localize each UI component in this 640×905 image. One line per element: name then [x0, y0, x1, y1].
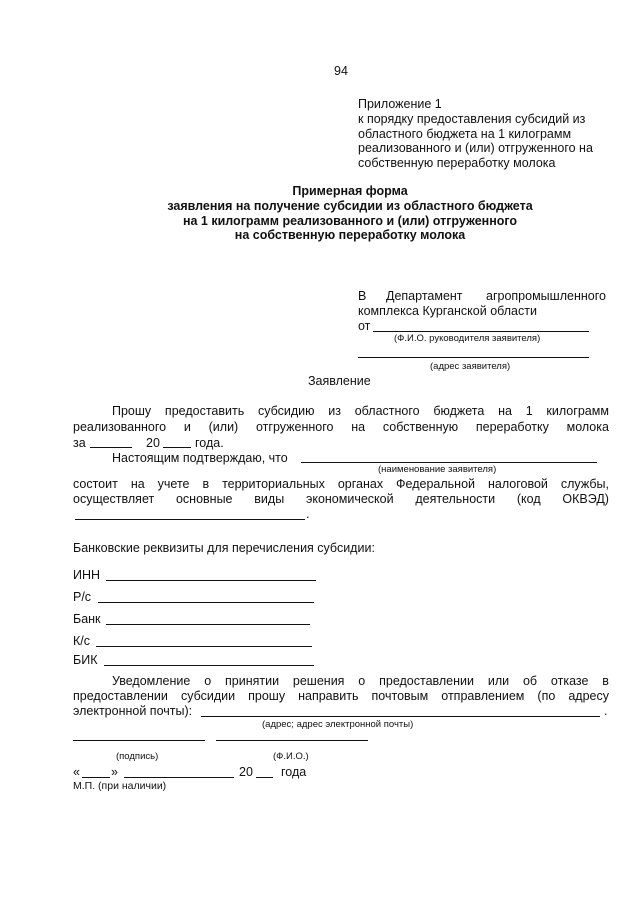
signer-name-caption: (Ф.И.О.) [273, 751, 309, 762]
signature-field[interactable] [73, 740, 205, 741]
bank-label-inn: ИНН [73, 568, 101, 582]
bank-label-bik: БИК [73, 653, 98, 667]
notice-end: . [604, 704, 608, 718]
title-line: Примерная форма [292, 184, 408, 198]
body-line-2: реализованного и (или) отгруженного на собственную переработку молока [73, 420, 609, 434]
period-for-label: за [73, 436, 86, 450]
title-line: на собственную переработку молока [234, 228, 466, 243]
applicant-name-field[interactable] [301, 462, 597, 463]
corr-account-field[interactable] [96, 646, 312, 647]
okved-end: . [306, 507, 310, 521]
stamp-note: М.П. (при наличии) [73, 780, 167, 792]
email-caption: (адрес; адрес электронной почты) [262, 719, 414, 730]
addressee-dept: Департамент [386, 289, 463, 303]
bank-label-corr: К/с [73, 634, 91, 648]
bank-heading: Банковские реквизиты для перечисления субсидии: [73, 541, 375, 555]
year-suffix: года. [195, 436, 224, 450]
appendix-line: Приложение 1 [358, 97, 442, 111]
body-line-5: состоит на учете в территориальных органах Федеральной налоговой службы, [73, 477, 609, 491]
account-field[interactable] [98, 602, 314, 603]
inn-field[interactable] [106, 580, 316, 581]
applicant-address-field[interactable] [358, 357, 589, 358]
email-address-field[interactable] [201, 716, 600, 717]
appendix-line: к порядку предоставления субсидий из [358, 111, 586, 126]
applicant-name-caption: (наименование заявителя) [378, 464, 497, 475]
appendix-line: собственную переработку молока [358, 156, 556, 171]
date-open-quote: « [73, 765, 80, 779]
page-number: 94 [334, 64, 348, 78]
notice-line-2: предоставлении субсидии прошу направить почтовым отправлением (по адресу [73, 689, 609, 703]
from-caption: (Ф.И.О. руководителя заявителя) [394, 333, 541, 344]
addressee-lead: В [358, 289, 367, 303]
address-caption: (адрес заявителя) [430, 361, 511, 372]
date-year-suffix: года [281, 765, 307, 779]
date-year-prefix: 20 [239, 765, 253, 779]
day-field[interactable] [82, 777, 110, 778]
okved-field[interactable] [75, 519, 305, 520]
bank-label-account: Р/с [73, 590, 92, 604]
from-label: от [358, 319, 371, 333]
period-field[interactable] [90, 447, 132, 448]
from-name-field[interactable] [373, 331, 589, 332]
title-line: на 1 килограмм реализованного и (или) отгруженного [182, 213, 518, 228]
signature-caption: (подпись) [116, 751, 159, 762]
appendix-line: областного бюджета на 1 килограмм [358, 126, 572, 141]
notice-line-1: Уведомление о принятии решения о предоставлении или об отказе в [112, 674, 609, 688]
year-field[interactable] [163, 447, 191, 448]
body-line-1: Прошу предоставить субсидию из областного бюджета на 1 килограмм [112, 404, 609, 418]
statement-heading: Заявление [308, 374, 371, 388]
bank-field[interactable] [106, 624, 310, 625]
addressee-agro: агропромышленного [486, 289, 606, 303]
body-line-6: осуществляет основные виды экономической деятельности (код ОКВЭД) [73, 492, 609, 506]
month-field[interactable] [124, 777, 234, 778]
signer-name-field[interactable] [216, 740, 368, 741]
addressee-line2: комплекса Курганской области [358, 304, 537, 318]
bik-field[interactable] [104, 665, 314, 666]
title-line: заявления на получение субсидии из областного бюджета [167, 198, 533, 213]
notice-line-3: электронной почты): [73, 704, 193, 718]
appendix-note [358, 97, 593, 171]
date-year-field[interactable] [256, 777, 273, 778]
bank-label-bank: Банк [73, 612, 101, 626]
confirm-text: Настоящим подтверждаю, что [112, 451, 288, 465]
form-title [120, 184, 580, 243]
appendix-line: реализованного и (или) отгруженного на [358, 141, 593, 156]
year-prefix: 20 [146, 436, 160, 450]
date-close-quote: » [111, 765, 118, 779]
